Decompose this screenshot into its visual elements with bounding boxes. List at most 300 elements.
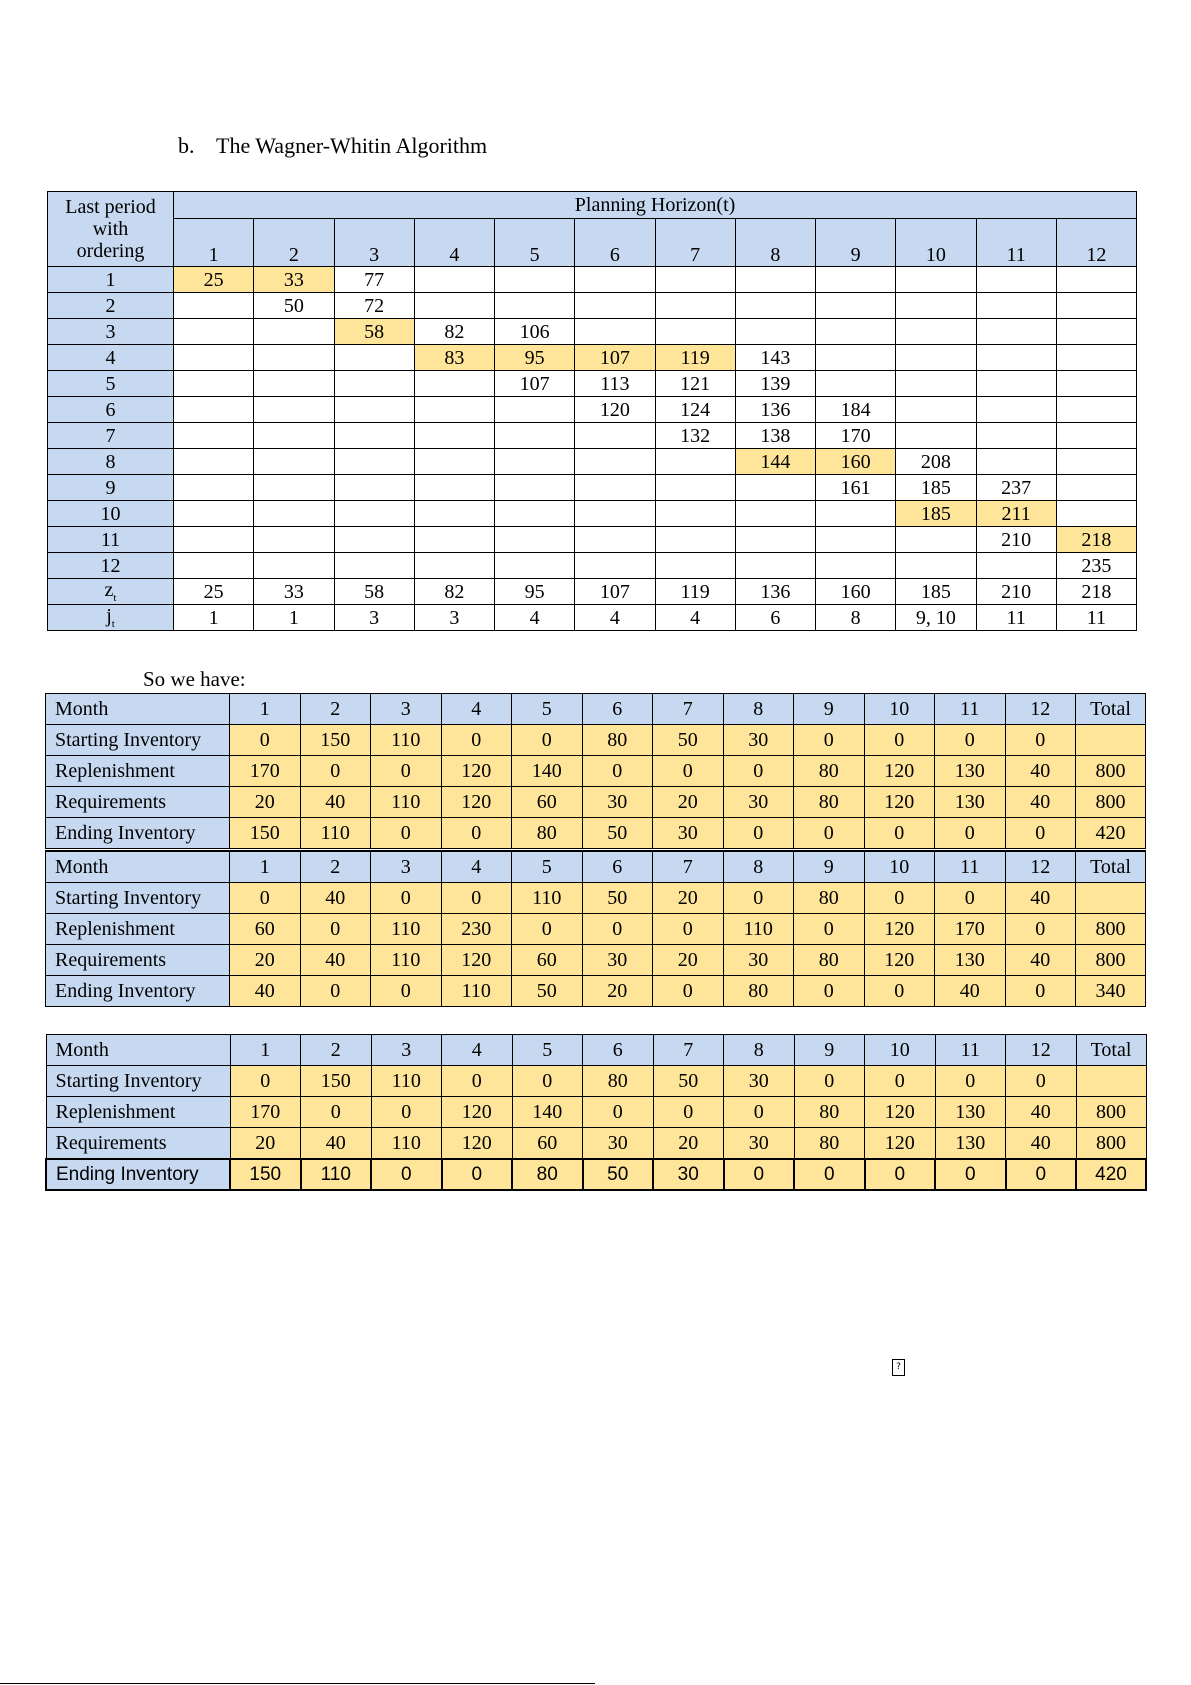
cost-cell: 106 [495, 319, 575, 345]
cost-cell: 139 [735, 371, 815, 397]
cost-cell [334, 345, 414, 371]
cost-cell [1056, 293, 1136, 319]
cost-cell [254, 371, 334, 397]
so-we-have-text: So we have: [143, 667, 246, 691]
z-subscript: t [113, 591, 117, 604]
value-cell: 0 [865, 1159, 936, 1190]
cost-cell: 95 [495, 345, 575, 371]
cost-cell [976, 449, 1056, 475]
cost-cell [254, 423, 334, 449]
value-cell: 0 [1005, 976, 1076, 1007]
month-header: 2 [300, 694, 371, 725]
value-cell: 40 [1005, 756, 1076, 787]
value-cell: 0 [1005, 725, 1076, 756]
j-value: 4 [495, 605, 575, 631]
cost-cell [414, 527, 494, 553]
z-row [48, 579, 1137, 605]
table-row [48, 293, 1137, 319]
value-cell: 170 [230, 1097, 301, 1128]
cost-cell [1056, 501, 1136, 527]
value-cell: 0 [230, 883, 301, 914]
total-cell: 340 [1076, 976, 1146, 1007]
value-cell: 80 [794, 787, 865, 818]
cost-cell [735, 527, 815, 553]
cost-cell: 82 [414, 319, 494, 345]
cost-cell: 124 [655, 397, 735, 423]
j-symbol: j [106, 604, 112, 627]
missing-glyph-icon: ? [892, 1359, 905, 1376]
value-cell: 50 [582, 883, 653, 914]
table-row [46, 1066, 1146, 1097]
value-cell: 0 [371, 818, 442, 849]
last-order-period: 5 [48, 371, 174, 397]
z-value: 119 [655, 579, 735, 605]
last-order-period: 1 [48, 267, 174, 293]
value-cell: 0 [935, 883, 1006, 914]
j-value: 11 [976, 605, 1056, 631]
j-value: 11 [1056, 605, 1136, 631]
row-label: Ending Inventory [46, 818, 230, 849]
cost-cell [174, 527, 254, 553]
value-cell: 50 [653, 725, 724, 756]
table-row [48, 449, 1137, 475]
value-cell: 120 [442, 1128, 513, 1160]
row-label: Starting Inventory [46, 1066, 230, 1097]
j-value: 1 [254, 605, 334, 631]
cost-cell [896, 319, 976, 345]
cost-cell [495, 397, 575, 423]
cost-cell [816, 267, 896, 293]
period-header: 7 [655, 219, 735, 267]
section-label: b. [178, 133, 195, 158]
wagner-whitin-table [47, 191, 1137, 631]
value-cell: 20 [653, 1128, 724, 1160]
table-row [46, 756, 1146, 787]
cost-cell [1056, 475, 1136, 501]
total-cell: 800 [1076, 1097, 1146, 1128]
period-header: 3 [334, 219, 414, 267]
z-value: 33 [254, 579, 334, 605]
j-value: 4 [655, 605, 735, 631]
cost-cell [575, 553, 655, 579]
total-cell: 800 [1076, 756, 1146, 787]
month-label: Month [46, 1035, 230, 1066]
total-cell: 800 [1076, 914, 1146, 945]
period-header: 10 [896, 219, 976, 267]
row-label: Starting Inventory [46, 883, 230, 914]
value-cell: 0 [724, 1159, 795, 1190]
value-cell: 0 [794, 976, 865, 1007]
cost-cell [655, 449, 735, 475]
value-cell: 30 [582, 945, 653, 976]
month-header: 4 [441, 694, 512, 725]
month-label: Month [46, 694, 230, 725]
cost-cell [254, 345, 334, 371]
value-cell: 0 [864, 725, 935, 756]
cost-cell [495, 501, 575, 527]
value-cell: 60 [230, 914, 301, 945]
cost-cell [575, 501, 655, 527]
month-header: 10 [864, 694, 935, 725]
value-cell: 0 [935, 1159, 1006, 1190]
value-cell: 130 [935, 756, 1006, 787]
value-cell: 40 [300, 787, 371, 818]
cost-cell [575, 527, 655, 553]
j-row [48, 605, 1137, 631]
cost-cell [174, 397, 254, 423]
value-cell: 30 [723, 945, 794, 976]
row-label: Replenishment [46, 1097, 230, 1128]
value-cell: 80 [582, 725, 653, 756]
value-cell: 150 [301, 1066, 372, 1097]
total-header: Total [1076, 1035, 1146, 1066]
value-cell: 0 [1005, 818, 1076, 849]
value-cell: 30 [653, 818, 724, 849]
cost-cell: 208 [896, 449, 976, 475]
period-header: 1 [174, 219, 254, 267]
z-value: 58 [334, 579, 414, 605]
cost-cell: 143 [735, 345, 815, 371]
month-row [46, 851, 1146, 883]
month-header: 3 [371, 851, 442, 883]
value-cell: 30 [583, 1128, 654, 1160]
value-cell: 80 [794, 1097, 865, 1128]
cost-cell: 160 [816, 449, 896, 475]
z-value: 82 [414, 579, 494, 605]
table-row [46, 1128, 1146, 1160]
value-cell: 0 [230, 1066, 301, 1097]
cost-cell [414, 501, 494, 527]
value-cell: 0 [300, 976, 371, 1007]
value-cell: 110 [723, 914, 794, 945]
value-cell: 110 [512, 883, 583, 914]
last-order-period: 10 [48, 501, 174, 527]
cost-cell [334, 371, 414, 397]
month-header: 10 [864, 851, 935, 883]
z-label [48, 579, 174, 605]
cost-cell: 170 [816, 423, 896, 449]
j-label [48, 605, 174, 631]
value-cell: 0 [371, 756, 442, 787]
value-cell: 0 [371, 883, 442, 914]
value-cell: 30 [582, 787, 653, 818]
row-label: Starting Inventory [46, 725, 230, 756]
table-row [48, 319, 1137, 345]
j-value: 1 [174, 605, 254, 631]
cost-cell: 138 [735, 423, 815, 449]
value-cell: 0 [441, 883, 512, 914]
cost-cell [174, 371, 254, 397]
cost-cell [414, 371, 494, 397]
cost-cell [976, 319, 1056, 345]
cost-cell [254, 397, 334, 423]
cost-cell: 50 [254, 293, 334, 319]
value-cell: 40 [1005, 945, 1076, 976]
row-label: Replenishment [46, 914, 230, 945]
value-cell: 50 [583, 1159, 654, 1190]
cost-cell: 120 [575, 397, 655, 423]
value-cell: 50 [582, 818, 653, 849]
cost-cell [575, 449, 655, 475]
value-cell: 130 [935, 945, 1006, 976]
row-label: Replenishment [46, 756, 230, 787]
cost-cell [495, 423, 575, 449]
month-header: 4 [442, 1035, 513, 1066]
ww-header-row [48, 192, 1137, 219]
cost-cell [174, 475, 254, 501]
j-value: 4 [575, 605, 655, 631]
value-cell: 20 [653, 787, 724, 818]
month-header: 6 [582, 694, 653, 725]
z-value: 185 [896, 579, 976, 605]
cost-cell: 77 [334, 267, 414, 293]
cost-cell: 218 [1056, 527, 1136, 553]
value-cell: 30 [723, 787, 794, 818]
cost-cell [816, 501, 896, 527]
month-row [46, 694, 1146, 725]
j-value: 8 [816, 605, 896, 631]
z-value: 95 [495, 579, 575, 605]
value-cell: 40 [1006, 1128, 1077, 1160]
cost-cell: 107 [575, 345, 655, 371]
cost-cell: 235 [1056, 553, 1136, 579]
cost-cell [334, 449, 414, 475]
cost-cell [174, 423, 254, 449]
value-cell: 50 [512, 976, 583, 1007]
row-label: Ending Inventory [46, 1159, 230, 1190]
cost-cell [495, 475, 575, 501]
month-header: 11 [935, 851, 1006, 883]
cost-cell [1056, 371, 1136, 397]
total-cell: 420 [1076, 818, 1146, 849]
cost-cell [896, 293, 976, 319]
last-order-period: 2 [48, 293, 174, 319]
cost-cell [655, 527, 735, 553]
cost-cell [414, 267, 494, 293]
table-row [46, 883, 1146, 914]
cost-cell [1056, 319, 1136, 345]
cost-cell [254, 319, 334, 345]
value-cell: 0 [653, 914, 724, 945]
cost-cell [655, 267, 735, 293]
cost-cell [174, 345, 254, 371]
month-header: 7 [653, 694, 724, 725]
cost-cell: 132 [655, 423, 735, 449]
z-value: 25 [174, 579, 254, 605]
cost-cell [655, 553, 735, 579]
month-header: 8 [723, 694, 794, 725]
cost-cell [976, 553, 1056, 579]
cost-cell: 83 [414, 345, 494, 371]
cost-cell [976, 293, 1056, 319]
month-header: 12 [1005, 694, 1076, 725]
cost-cell [1056, 345, 1136, 371]
last-order-period: 8 [48, 449, 174, 475]
cost-cell [896, 267, 976, 293]
value-cell: 30 [724, 1128, 795, 1160]
value-cell: 30 [724, 1066, 795, 1097]
value-cell: 120 [864, 914, 935, 945]
cost-cell: 121 [655, 371, 735, 397]
value-cell: 0 [512, 914, 583, 945]
cost-cell [495, 449, 575, 475]
total-cell: 800 [1076, 945, 1146, 976]
total-cell: 800 [1076, 787, 1146, 818]
value-cell: 0 [794, 1159, 865, 1190]
month-header: 1 [230, 851, 301, 883]
cost-cell [254, 475, 334, 501]
cost-cell [495, 527, 575, 553]
value-cell: 120 [865, 1097, 936, 1128]
table-row [46, 1097, 1146, 1128]
value-cell: 0 [371, 1159, 442, 1190]
ww-row-header-label [48, 192, 174, 267]
value-cell: 230 [441, 914, 512, 945]
cost-cell: 33 [254, 267, 334, 293]
value-cell: 0 [1006, 1159, 1077, 1190]
value-cell: 40 [230, 976, 301, 1007]
value-cell: 0 [935, 1066, 1006, 1097]
value-cell: 0 [441, 818, 512, 849]
month-header: 5 [512, 851, 583, 883]
cost-cell [174, 501, 254, 527]
value-cell: 0 [301, 1097, 372, 1128]
cost-cell: 161 [816, 475, 896, 501]
value-cell: 0 [935, 818, 1006, 849]
cost-cell: 136 [735, 397, 815, 423]
value-cell: 80 [794, 1128, 865, 1160]
j-value: 3 [414, 605, 494, 631]
cost-cell: 210 [976, 527, 1056, 553]
cost-cell: 185 [896, 501, 976, 527]
cost-cell: 185 [896, 475, 976, 501]
table-row [48, 345, 1137, 371]
cost-cell: 237 [976, 475, 1056, 501]
month-header: 3 [371, 1035, 442, 1066]
cost-cell [575, 267, 655, 293]
month-row [46, 1035, 1146, 1066]
total-cell [1076, 1066, 1146, 1097]
cost-cell: 72 [334, 293, 414, 319]
value-cell: 0 [653, 1097, 724, 1128]
row-label: Requirements [46, 787, 230, 818]
cost-cell: 25 [174, 267, 254, 293]
table-row [46, 787, 1146, 818]
period-header: 11 [976, 219, 1056, 267]
cost-cell [735, 267, 815, 293]
cost-cell [334, 553, 414, 579]
j-value: 9, 10 [896, 605, 976, 631]
cost-cell: 58 [334, 319, 414, 345]
value-cell: 120 [864, 787, 935, 818]
last-order-period: 3 [48, 319, 174, 345]
value-cell: 140 [512, 1097, 583, 1128]
value-cell: 110 [371, 914, 442, 945]
cost-cell [495, 293, 575, 319]
last-order-period: 6 [48, 397, 174, 423]
cost-cell: 144 [735, 449, 815, 475]
cost-cell [976, 345, 1056, 371]
cost-cell [334, 423, 414, 449]
last-order-period: 4 [48, 345, 174, 371]
value-cell: 120 [441, 945, 512, 976]
table-row [46, 945, 1146, 976]
z-value: 210 [976, 579, 1056, 605]
cost-cell [575, 475, 655, 501]
cost-cell [414, 553, 494, 579]
cost-cell [735, 553, 815, 579]
last-order-period: 9 [48, 475, 174, 501]
cost-cell [735, 319, 815, 345]
value-cell: 120 [864, 756, 935, 787]
value-cell: 110 [300, 818, 371, 849]
month-header: 11 [935, 1035, 1006, 1066]
value-cell: 80 [794, 756, 865, 787]
cost-cell: 113 [575, 371, 655, 397]
value-cell: 170 [230, 756, 301, 787]
value-cell: 80 [512, 1159, 583, 1190]
cost-cell [414, 397, 494, 423]
month-header: 7 [653, 1035, 724, 1066]
cost-cell [334, 475, 414, 501]
value-cell: 0 [442, 1159, 513, 1190]
cost-cell [816, 553, 896, 579]
cost-cell [575, 293, 655, 319]
value-cell: 80 [583, 1066, 654, 1097]
value-cell: 0 [1005, 914, 1076, 945]
value-cell: 140 [512, 756, 583, 787]
summary-table-2 [45, 850, 1146, 1007]
j-subscript: t [111, 617, 115, 630]
table-row [46, 914, 1146, 945]
month-header: 5 [512, 1035, 583, 1066]
total-cell [1076, 725, 1146, 756]
value-cell: 0 [864, 976, 935, 1007]
cost-cell [816, 319, 896, 345]
value-cell: 0 [794, 725, 865, 756]
table-row [48, 397, 1137, 423]
planning-horizon-label: Planning Horizon(t) [174, 192, 1137, 219]
value-cell: 130 [935, 1128, 1006, 1160]
value-cell: 40 [1005, 883, 1076, 914]
value-cell: 0 [864, 883, 935, 914]
month-header: 6 [583, 1035, 654, 1066]
period-header: 12 [1056, 219, 1136, 267]
table-row [48, 501, 1137, 527]
cost-cell [816, 527, 896, 553]
table-row [48, 475, 1137, 501]
value-cell: 40 [1006, 1097, 1077, 1128]
cost-cell [174, 293, 254, 319]
month-header: 2 [300, 851, 371, 883]
month-header: 9 [794, 851, 865, 883]
value-cell: 0 [653, 976, 724, 1007]
period-header: 9 [816, 219, 896, 267]
value-cell: 50 [653, 1066, 724, 1097]
value-cell: 60 [512, 1128, 583, 1160]
table-row [48, 423, 1137, 449]
footer-rule [0, 1683, 595, 1684]
cost-cell [816, 371, 896, 397]
summary-table-1 [45, 693, 1146, 849]
value-cell: 0 [371, 1097, 442, 1128]
value-cell: 110 [371, 1128, 442, 1160]
last-order-period: 12 [48, 553, 174, 579]
cost-cell [896, 527, 976, 553]
cost-cell [655, 501, 735, 527]
cost-cell [414, 423, 494, 449]
period-header: 5 [495, 219, 575, 267]
